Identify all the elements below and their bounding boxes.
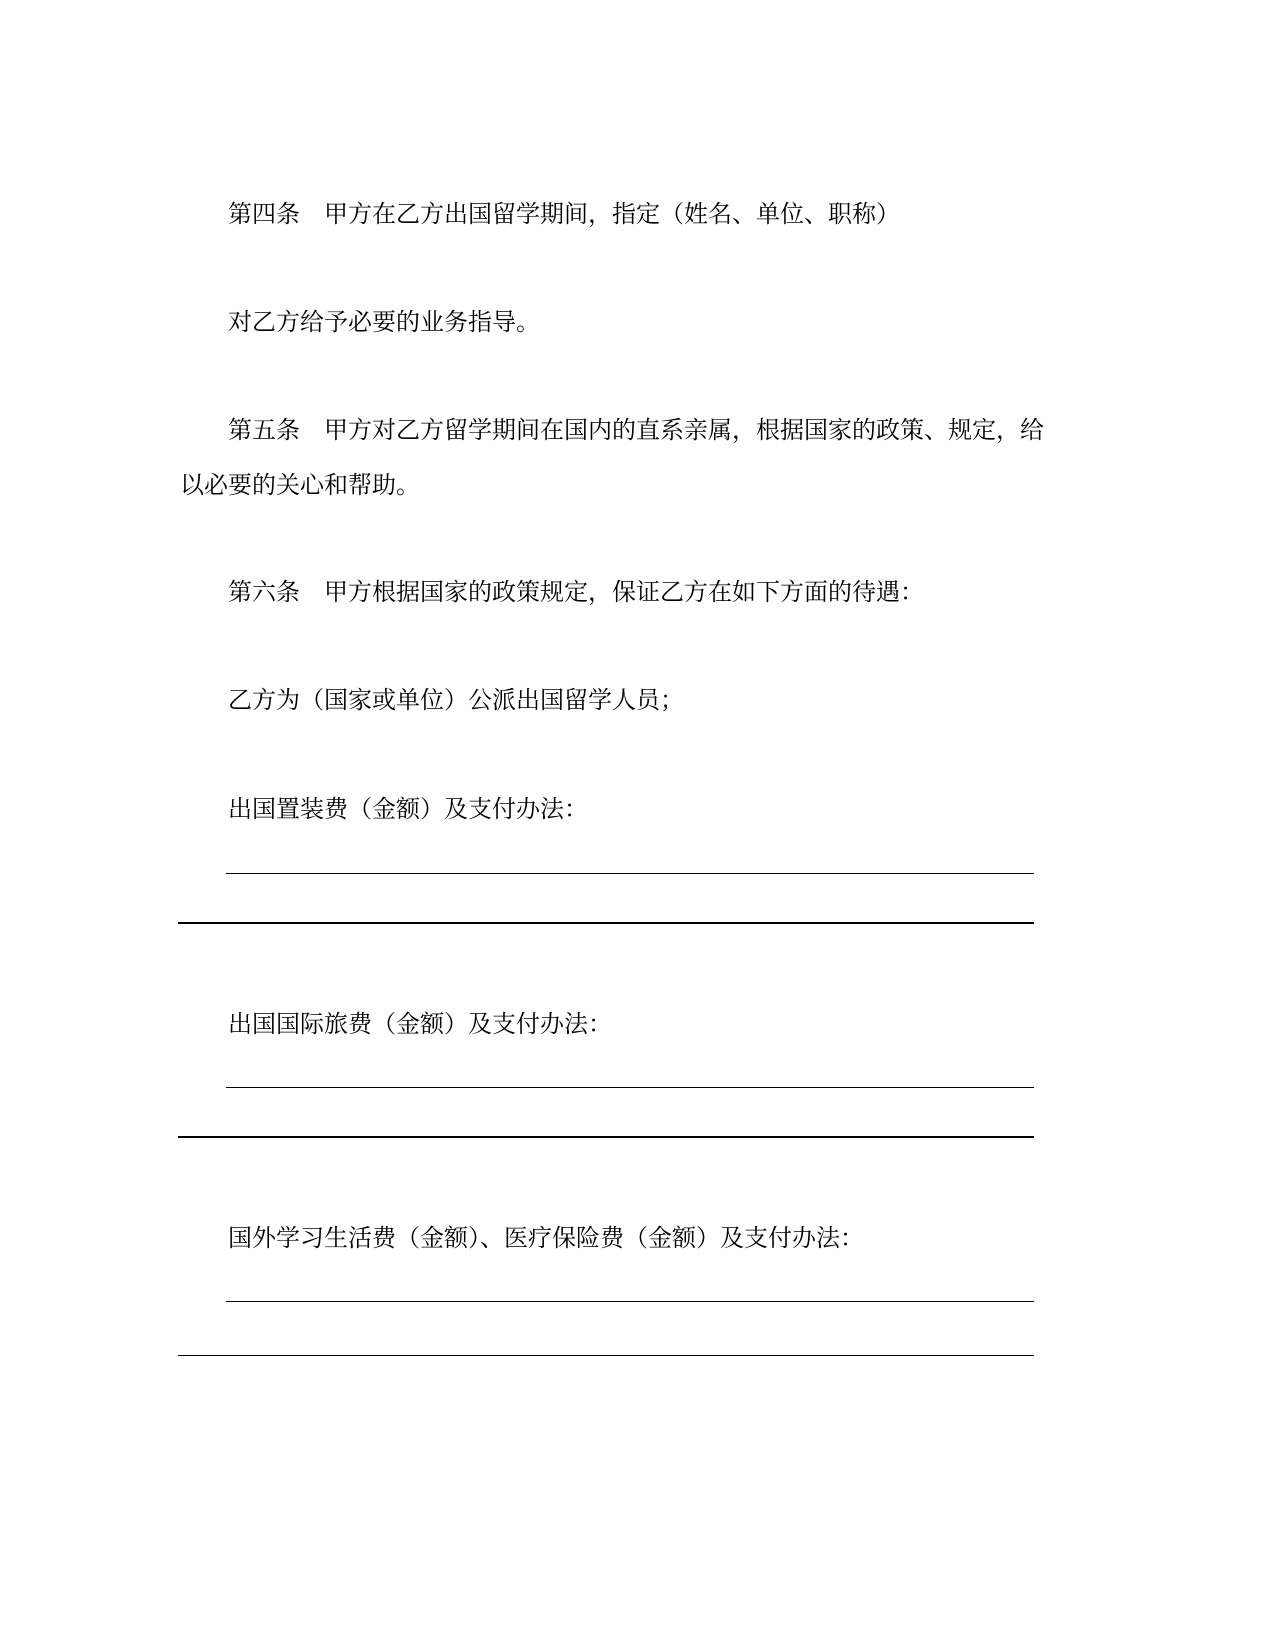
article-6-intro: 第六条 甲方根据国家的政策规定，保证乙方在如下方面的待遇： bbox=[228, 578, 924, 606]
article-6-item-4: 国外学习生活费（金额）、医疗保险费（金额）及支付办法： bbox=[228, 1224, 864, 1252]
article-6-item-2: 出国置装费（金额）及支付办法： bbox=[228, 795, 588, 823]
article-6-item-1: 乙方为（国家或单位）公派出国留学人员； bbox=[228, 686, 684, 714]
fill-in-line-1a bbox=[226, 873, 1034, 874]
fill-in-line-2b bbox=[178, 1136, 1034, 1138]
article-4-line-1: 第四条 甲方在乙方出国留学期间，指定（姓名、单位、职称） bbox=[228, 200, 900, 228]
fill-in-line-1b bbox=[178, 922, 1034, 924]
fill-in-line-3b bbox=[178, 1355, 1034, 1356]
article-4-line-2: 对乙方给予必要的业务指导。 bbox=[228, 308, 540, 336]
fill-in-line-2a bbox=[226, 1087, 1034, 1088]
article-6-item-3: 出国国际旅费（金额）及支付办法： bbox=[228, 1010, 612, 1038]
article-5-line-2: 以必要的关心和帮助。 bbox=[180, 471, 420, 499]
fill-in-line-3a bbox=[226, 1301, 1034, 1302]
article-5-line-1: 第五条 甲方对乙方留学期间在国内的直系亲属，根据国家的政策、规定，给 bbox=[228, 416, 1044, 444]
